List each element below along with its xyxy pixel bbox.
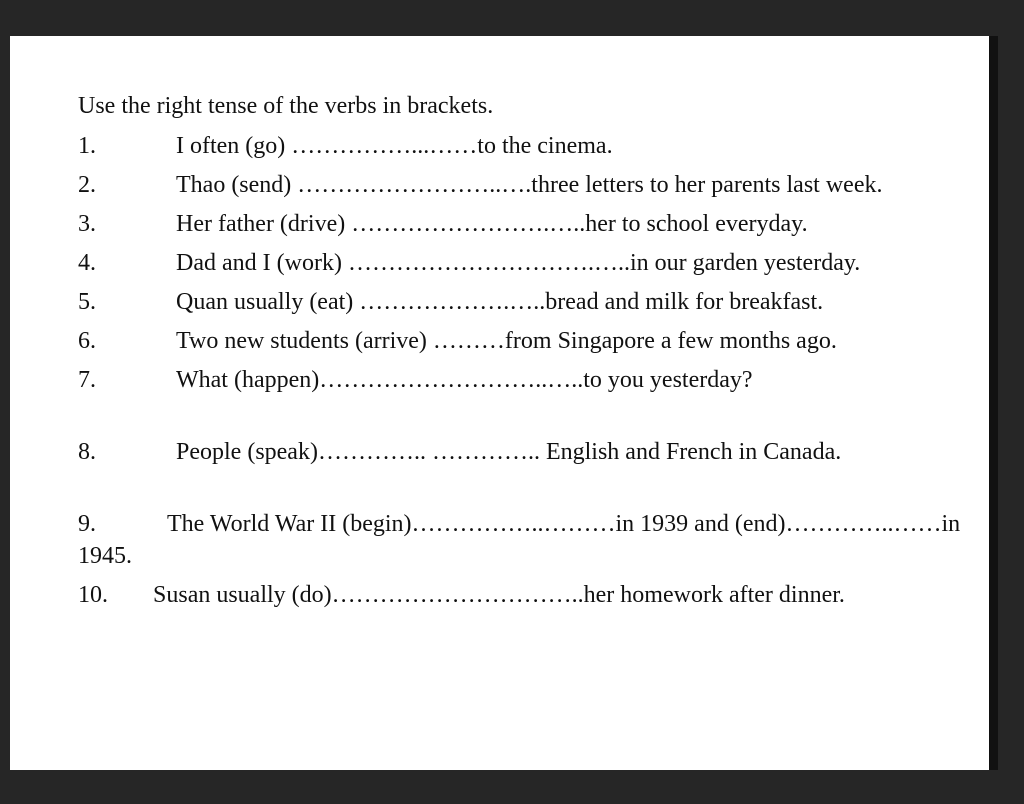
exercise-item-7 xyxy=(78,364,968,396)
document-page xyxy=(10,36,989,770)
exercise-sentence: The World War II (begin)……………..………in 1939 and (end)…………..……in 1945. xyxy=(78,511,961,569)
exercise-sentence: Two new students (arrive) ………from Singapore a few months ago. xyxy=(176,328,837,354)
exercise-sentence: Susan usually (do)…………………………..her homework after dinner. xyxy=(153,582,845,608)
exercise-number: 7. xyxy=(78,367,96,393)
exercise-sentence: Thao (send) ……………………..….three letters to her parents last week. xyxy=(176,172,883,198)
exercise-number: 8. xyxy=(78,439,96,465)
exercise-item-8 xyxy=(78,436,968,468)
exercise-number: 3. xyxy=(78,211,96,237)
exercise-sheet xyxy=(78,90,968,618)
exercise-item-1 xyxy=(78,130,968,162)
exercise-number: 10. xyxy=(78,582,108,608)
exercise-sentence: Dad and I (work) ………………………….…..in our garden yesterday. xyxy=(176,250,861,276)
exercise-number: 6. xyxy=(78,328,96,354)
page-edge-shadow xyxy=(989,36,998,770)
exercise-number: 9. xyxy=(78,511,96,537)
exercise-item-9 xyxy=(78,508,968,572)
exercise-number: 5. xyxy=(78,289,96,315)
exercise-sentence: Quan usually (eat) ……………….…..bread and milk for breakfast. xyxy=(176,289,824,315)
instruction-text: Use the right tense of the verbs in brackets. xyxy=(78,93,494,119)
exercise-item-10 xyxy=(78,579,968,611)
exercise-sentence: People (speak)………….. ………….. English and French in Canada. xyxy=(176,439,842,465)
exercise-item-4 xyxy=(78,247,968,279)
exercise-sentence: Her father (drive) …………………….…..her to school everyday. xyxy=(176,211,808,237)
exercise-sentence: I often (go) ……………...……to the cinema. xyxy=(176,133,613,159)
exercise-number: 4. xyxy=(78,250,96,276)
exercise-item-5 xyxy=(78,286,968,318)
exercise-item-3 xyxy=(78,208,968,240)
exercise-item-2 xyxy=(78,169,968,201)
exercise-number: 1. xyxy=(78,133,96,159)
exercise-sentence: What (happen)………………………..…..to you yesterday? xyxy=(176,367,753,393)
exercise-item-6 xyxy=(78,325,968,357)
exercise-number: 2. xyxy=(78,172,96,198)
